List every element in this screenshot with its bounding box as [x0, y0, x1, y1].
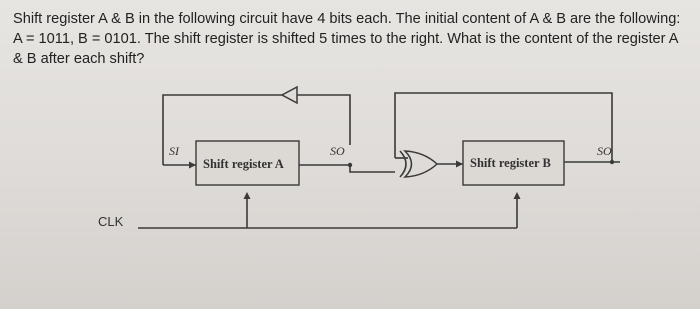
- register-b-output-wire: [564, 155, 620, 164]
- buffer-triangle-icon: [282, 87, 297, 103]
- register-b-so-label: SO: [597, 144, 612, 158]
- shift-register-b-label: Shift register B: [470, 156, 551, 170]
- clock-label: CLK: [98, 214, 124, 229]
- clock-wire: [138, 192, 521, 228]
- shift-register-a-label: Shift register A: [203, 157, 284, 171]
- xor-gate-icon: [395, 151, 437, 177]
- register-a-si-label: SI: [169, 144, 179, 158]
- register-a-output-wire: [299, 163, 395, 172]
- question-text: Shift register A & B in the following circuit have 4 bits each. The initial content of A & B are the following: A = 1011, B = 0101. The shift register is shifted 5 times to the right. What is the content of the register A & B after each shift?: [13, 11, 681, 67]
- register-a-so-label: SO: [330, 144, 345, 158]
- xor-to-register-b-wire: [437, 161, 463, 168]
